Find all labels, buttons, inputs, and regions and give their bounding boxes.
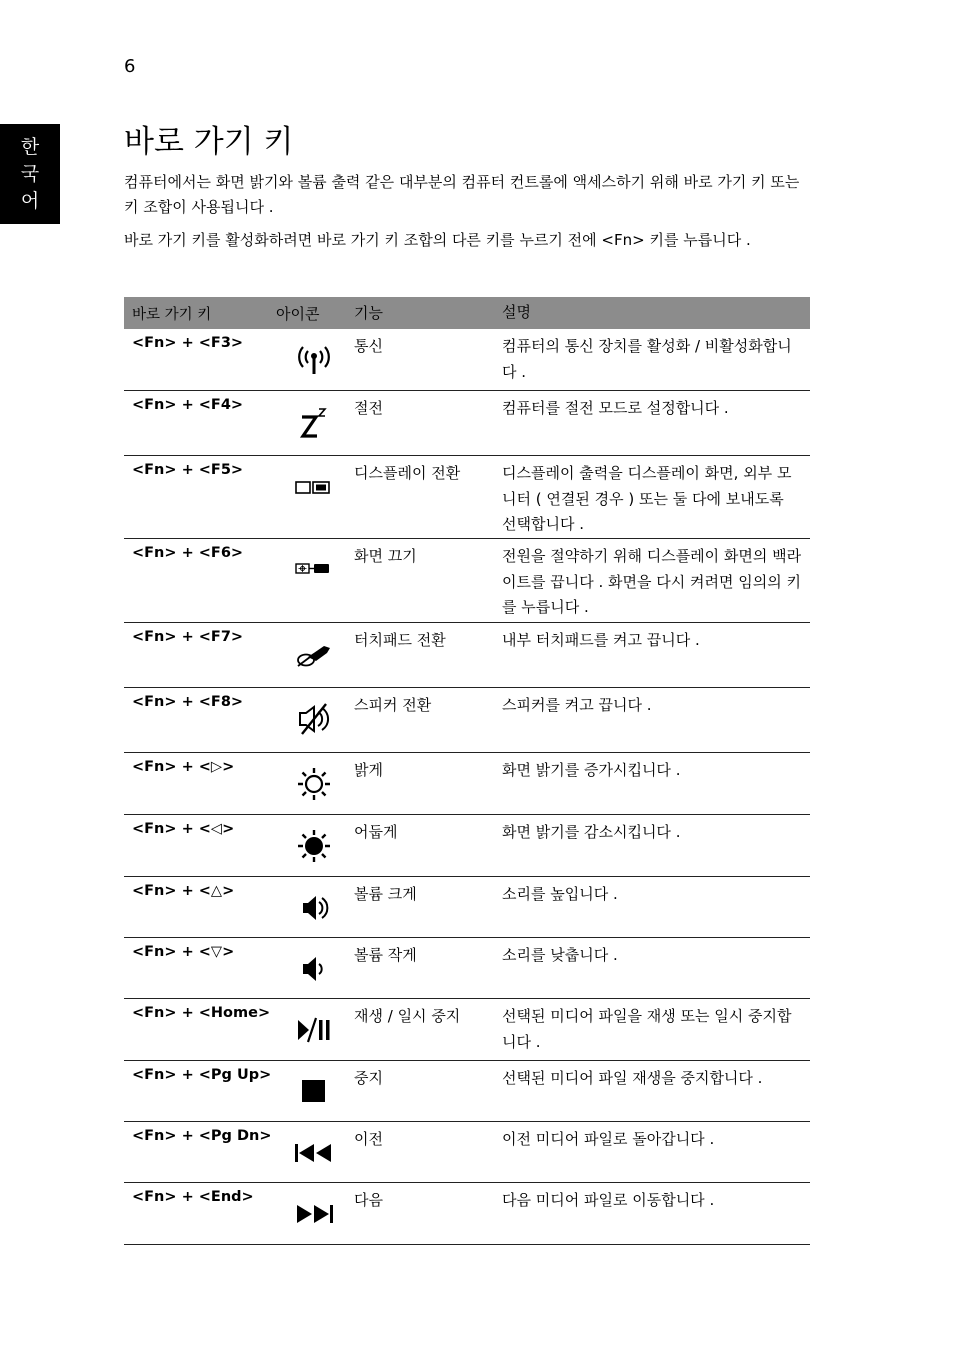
row-description: 선택된 미디어 파일을 재생 또는 일시 중지합니다 . — [502, 1007, 792, 1051]
volume-down-icon — [294, 952, 334, 986]
table-row — [124, 1122, 810, 1183]
row-key: <Fn> + <End> — [132, 1189, 254, 1205]
brightness-down-icon — [294, 829, 334, 863]
row-key: <Fn> + <F3> — [132, 335, 244, 351]
row-key: <Fn> + <◁> — [132, 821, 235, 837]
next-icon — [294, 1197, 334, 1231]
row-function: 스피커 전환 — [354, 696, 432, 714]
row-function: 절전 — [354, 399, 383, 417]
row-key: <Fn> + <Pg Up> — [132, 1067, 272, 1083]
row-function: 이전 — [354, 1130, 383, 1148]
header-description: 설명 — [502, 303, 531, 322]
language-tab-char: 한 — [20, 135, 40, 158]
row-function: 볼륨 크게 — [354, 885, 417, 903]
row-function: 밝게 — [354, 761, 383, 779]
wireless-icon — [294, 343, 334, 377]
table-row — [124, 999, 810, 1061]
table-row — [124, 1183, 810, 1245]
row-key: <Fn> + <F6> — [132, 545, 244, 561]
header-icon: 아이콘 — [276, 304, 320, 323]
table-row — [124, 815, 810, 877]
row-function: 다음 — [354, 1191, 383, 1209]
row-description: 컴퓨터를 절전 모드로 설정합니다 . — [502, 399, 729, 417]
row-description: 선택된 미디어 파일 재생을 중지합니다 . — [502, 1069, 763, 1087]
header-function: 기능 — [354, 303, 383, 322]
table-row — [124, 623, 810, 688]
previous-icon — [294, 1136, 334, 1170]
row-function: 중지 — [354, 1069, 383, 1087]
table-header — [124, 297, 810, 329]
row-key: <Fn> + <F5> — [132, 462, 244, 478]
row-key: <Fn> + <Pg Dn> — [132, 1128, 272, 1144]
row-description: 디스플레이 출력을 디스플레이 화면, 외부 모니터 ( 연결된 경우 ) 또는 둘 다에 보내도록 선택합니다 . — [502, 464, 792, 533]
row-key: <Fn> + <F4> — [132, 397, 244, 413]
hotkey-table — [124, 297, 810, 1245]
brightness-up-icon — [294, 767, 334, 801]
header-key: 바로 가기 키 — [132, 306, 212, 323]
row-function: 터치패드 전환 — [354, 631, 446, 649]
row-function: 통신 — [354, 337, 383, 355]
row-description: 스피커를 켜고 끕니다 . — [502, 696, 652, 714]
table-row — [124, 1061, 810, 1122]
language-tab — [0, 124, 60, 224]
row-description: 다음 미디어 파일로 이동합니다 . — [502, 1191, 715, 1209]
row-description: 소리를 높입니다 . — [502, 885, 618, 903]
language-tab-char: 어 — [20, 189, 40, 212]
intro-paragraph: 바로 가기 키를 활성화하려면 바로 가기 키 조합의 다른 키를 누르기 전에 <Fn> 키를 누릅니다 . — [124, 231, 751, 249]
row-description: 소리를 낮춥니다 . — [502, 946, 618, 964]
touchpad-toggle-icon — [294, 637, 334, 671]
speaker-toggle-icon — [294, 702, 334, 736]
row-description: 전원을 절약하기 위해 디스플레이 화면의 백라이트를 끕니다 . 화면을 다시 켜려면 임의의 키를 누릅니다 . — [502, 547, 802, 616]
sleep-icon — [294, 405, 334, 439]
row-description: 컴퓨터의 통신 장치를 활성화 / 비활성화합니다 . — [502, 337, 792, 381]
row-description: 화면 밝기를 증가시킵니다 . — [502, 761, 681, 779]
screen-off-icon — [294, 553, 334, 587]
table-row — [124, 456, 810, 539]
table-row — [124, 329, 810, 391]
volume-up-icon — [294, 891, 334, 925]
row-key: <Fn> + <▷> — [132, 759, 235, 775]
stop-icon — [294, 1075, 334, 1109]
table-row — [124, 753, 810, 815]
row-description: 이전 미디어 파일로 돌아갑니다 . — [502, 1130, 715, 1148]
table-row — [124, 391, 810, 456]
row-key: <Fn> + <F8> — [132, 694, 244, 710]
table-row — [124, 877, 810, 938]
display-toggle-icon — [294, 470, 334, 504]
row-function: 화면 끄기 — [354, 547, 417, 565]
table-row — [124, 688, 810, 753]
row-key: <Fn> + <▽> — [132, 944, 235, 960]
row-description: 내부 터치패드를 켜고 끕니다 . — [502, 631, 700, 649]
play-pause-icon — [294, 1013, 334, 1047]
intro-paragraph: 컴퓨터에서는 화면 밝기와 볼륨 출력 같은 대부분의 컴퓨터 컨트롤에 액세스하기 위해 바로 가기 키 또는 키 조합이 사용됩니다 . — [124, 173, 800, 216]
row-key: <Fn> + <△> — [132, 883, 235, 899]
table-row — [124, 539, 810, 623]
page-number: 6 — [124, 56, 136, 77]
row-description: 화면 밝기를 감소시킵니다 . — [502, 823, 681, 841]
row-function: 디스플레이 전환 — [354, 464, 461, 482]
row-key: <Fn> + <Home> — [132, 1005, 271, 1021]
row-function: 어둡게 — [354, 823, 398, 841]
table-row — [124, 938, 810, 999]
row-function: 볼륨 작게 — [354, 946, 417, 964]
language-tab-char: 국 — [20, 162, 40, 185]
row-key: <Fn> + <F7> — [132, 629, 244, 645]
page-title: 바로 가기 키 — [124, 124, 294, 160]
row-function: 재생 / 일시 중지 — [354, 1007, 461, 1025]
